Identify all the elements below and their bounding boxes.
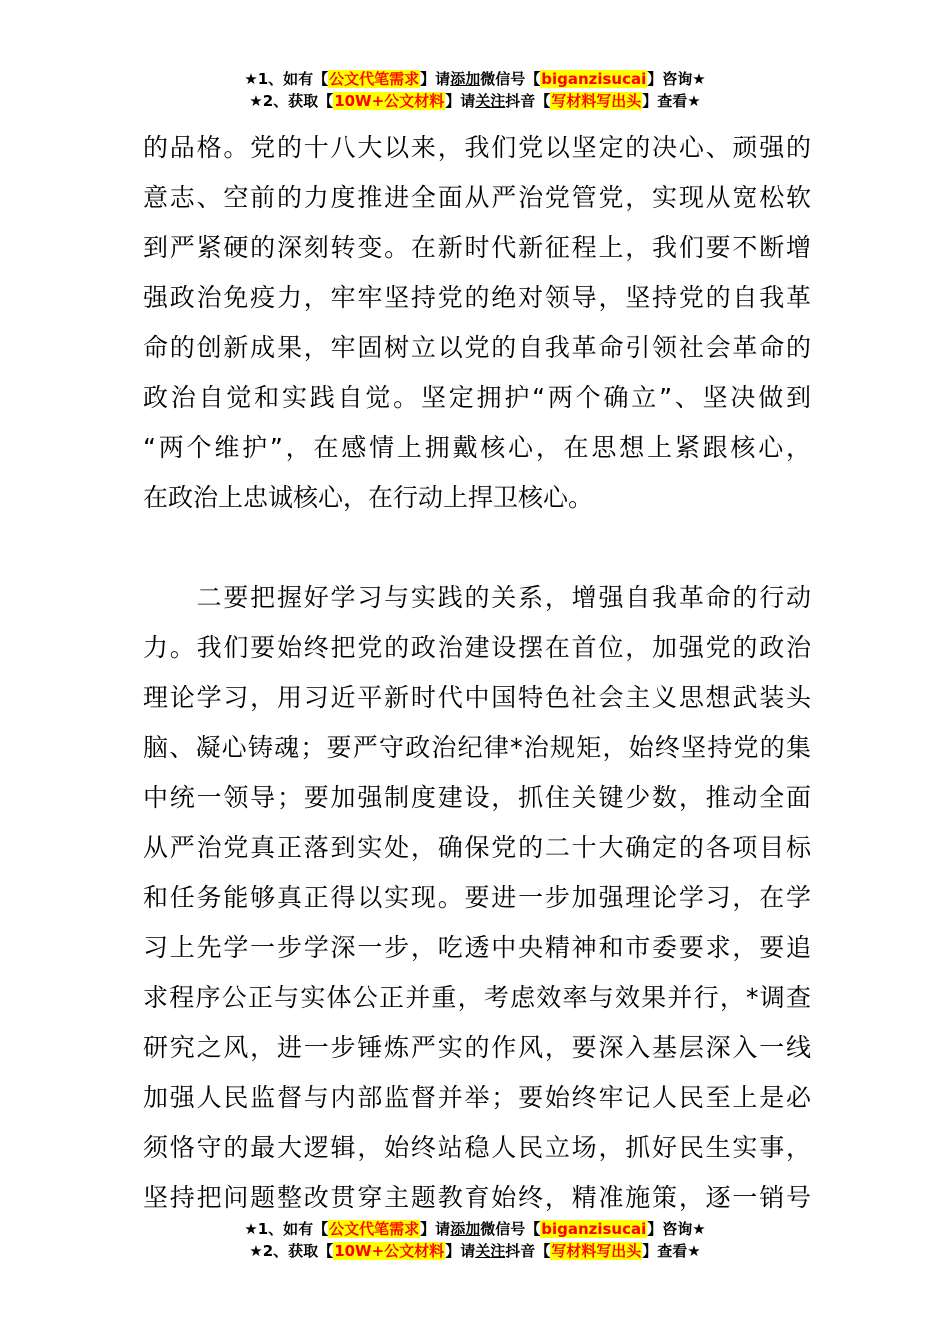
text-line: 力。我们要始终把党的政治建设摆在首位，加强党的政治 (143, 633, 811, 662)
text-line: 强政治免疫力，牢牢坚持党的绝对领导，坚持党的自我革 (143, 283, 811, 312)
text-line: 从严治党真正落到实处，确保党的二十大确定的各项目标 (143, 833, 811, 862)
highlight-service: 公文代笔需求 (329, 1220, 420, 1238)
highlight-wechat-id: biganzisucai (541, 70, 647, 88)
banner-line-2: ★2、获取【10W+公文材料】请关注抖音【写材料写出头】查看★ (249, 1242, 701, 1260)
text-line: 在政治上忠诚核心，在行动上捍卫核心。 (143, 483, 594, 512)
paragraph-gap (143, 523, 811, 573)
highlight-douyin: 写材料写出头 (551, 92, 642, 110)
banner-line-1: ★1、如有【公文代笔需求】请添加微信号【biganzisucai】咨询★ (244, 70, 706, 88)
text-line: 研究之风，进一步锤炼严实的作风，要深入基层深入一线 (143, 1033, 811, 1062)
text-line: 求程序公正与实体公正并重，考虑效率与效果并行，*调查 (143, 983, 811, 1012)
paragraph-1 (143, 123, 811, 523)
highlight-materials: 10W+公文材料 (334, 1242, 445, 1260)
text-line: “两个维护”，在感情上拥戴核心，在思想上紧跟核心， (143, 433, 811, 462)
text-line: 中统一领导；要加强制度建设，抓住关键少数，推动全面 (143, 783, 811, 812)
text-line: 脑、凝心铸魂；要严守政治纪律*治规矩，始终坚持党的集 (143, 733, 811, 762)
footer-banner (0, 1218, 950, 1262)
text-line: 加强人民监督与内部监督并举；要始终牢记人民至上是必 (143, 1083, 811, 1112)
banner-line-2: ★2、获取【10W+公文材料】请关注抖音【写材料写出头】查看★ (249, 92, 701, 110)
text-line: 的品格。党的十八大以来，我们党以坚定的决心、顽强的 (143, 133, 811, 162)
highlight-wechat-id: biganzisucai (541, 1220, 647, 1238)
text-line: 政治自觉和实践自觉。坚定拥护“两个确立”、坚决做到 (143, 383, 811, 412)
header-banner (0, 68, 950, 112)
highlight-materials: 10W+公文材料 (334, 92, 445, 110)
text-line: 二要把握好学习与实践的关系，增强自我革命的行动 (143, 583, 811, 612)
text-line: 命的创新成果，牢固树立以党的自我革命引领社会革命的 (143, 333, 811, 362)
document-body (143, 123, 811, 1223)
text-line: 坚持把问题整改贯穿主题教育始终，精准施策，逐一销号 (143, 1183, 811, 1212)
text-line: 到严紧硬的深刻转变。在新时代新征程上，我们要不断增 (143, 233, 811, 262)
text-line: 和任务能够真正得以实现。要进一步加强理论学习，在学 (143, 883, 811, 912)
paragraph-2 (143, 573, 811, 1223)
text-line: 习上先学一步学深一步，吃透中央精神和市委要求，要追 (143, 933, 811, 962)
text-line: 须恪守的最大逻辑，始终站稳人民立场，抓好民生实事， (143, 1133, 811, 1162)
highlight-douyin: 写材料写出头 (551, 1242, 642, 1260)
highlight-service: 公文代笔需求 (329, 70, 420, 88)
text-line: 理论学习，用习近平新时代中国特色社会主义思想武装头 (143, 683, 811, 712)
text-line: 意志、空前的力度推进全面从严治党管党，实现从宽松软 (143, 183, 811, 212)
banner-line-1: ★1、如有【公文代笔需求】请添加微信号【biganzisucai】咨询★ (244, 1220, 706, 1238)
